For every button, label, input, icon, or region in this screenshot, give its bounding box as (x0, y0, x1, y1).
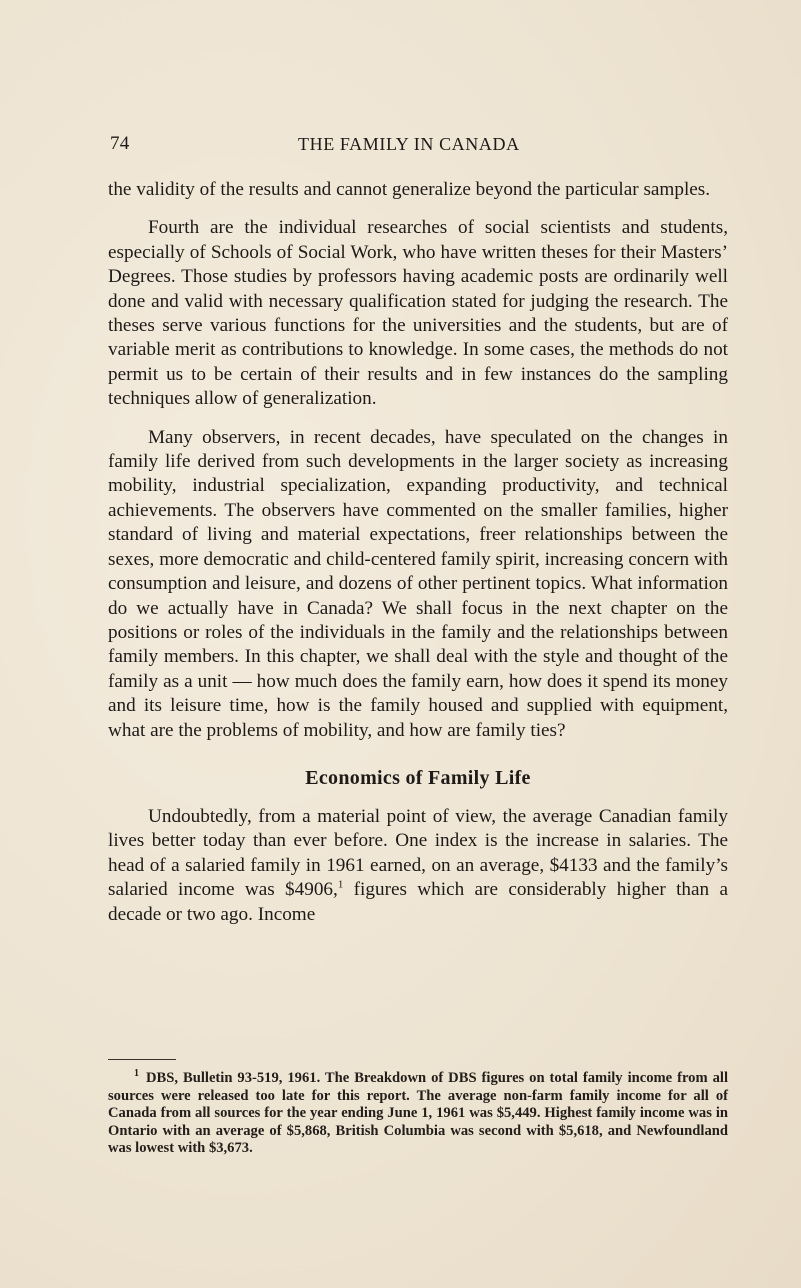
footnote-reference: 1 (337, 878, 344, 891)
body-text (108, 178, 728, 941)
paragraph-economics (108, 805, 728, 927)
paragraph-observers: Many observers, in recent decades, have speculated on the changes in family life derived from such developments in the larger society as increasing mobility, industrial specialization, expanding productivity, and technical achievements. The observers have commented on the smaller families, higher standard of living and material expectations, freer relationships between the sexes, more democratic and child-centered family spirit, increasing concern with consumption and leisure, and dozens of other pertinent topics. What information do we actually have in Canada? We shall focus in the next chapter on the positions or roles of the individuals in the family and the relationships between family members. In this chapter, we shall deal with the style and thought of the family as a unit — how much does the family earn, how does it spend its money and its leisure time, how is the family housed and supplied with equipment, what are the problems of mobility, and how are family ties? (108, 426, 728, 741)
footnote-divider (108, 1059, 176, 1060)
footnote (108, 1070, 728, 1158)
section-heading: Economics of Family Life (305, 766, 531, 789)
paragraph-continuation: the validity of the results and cannot generalize beyond the particular samples. (108, 179, 711, 200)
footnote-mark: 1 (134, 1068, 139, 1080)
running-title: THE FAMILY IN CANADA (298, 134, 520, 154)
page-number: 74 (110, 133, 130, 154)
running-head (108, 133, 728, 159)
paragraph-individual-researches: Fourth are the individual researches of social scientists and students, especially of Schools of Social Work, who have written theses for their Masters’ Degrees. Those studies by professors having academic posts are ordinarily well done and valid with necessary qualification stated for judging the research. The theses serve various functions for the universities and the students, but are of variable merit as contributions to knowledge. In some cases, the methods do not permit us to be certain of their results and in few instances do the sampling techniques allow of generalization. (108, 217, 728, 410)
paragraph-economics-text-b: figures which are considerably higher than a decade or two ago. Income (108, 879, 728, 925)
footnote-text: DBS, Bulletin 93-519, 1961. The Breakdown of DBS figures on total family income from all sources were released too late for this report. The average non-farm family income for all of Canada from all sources for the year ending June 1, 1961 was $5,449. Highest family income was in Ontario with an average of $5,868, British Columbia was second with $5,618, and Newfoundland was lowest with $3,673. (108, 1070, 728, 1157)
book-page (108, 0, 728, 1288)
paragraph-economics-text-a: Undoubtedly, from a material point of view, the average Canadian family lives better today than ever before. One index is the increase in salaries. The head of a salaried family in 1961 earned, on an average, $4133 and the family’s salaried income was $4906, (108, 805, 728, 901)
